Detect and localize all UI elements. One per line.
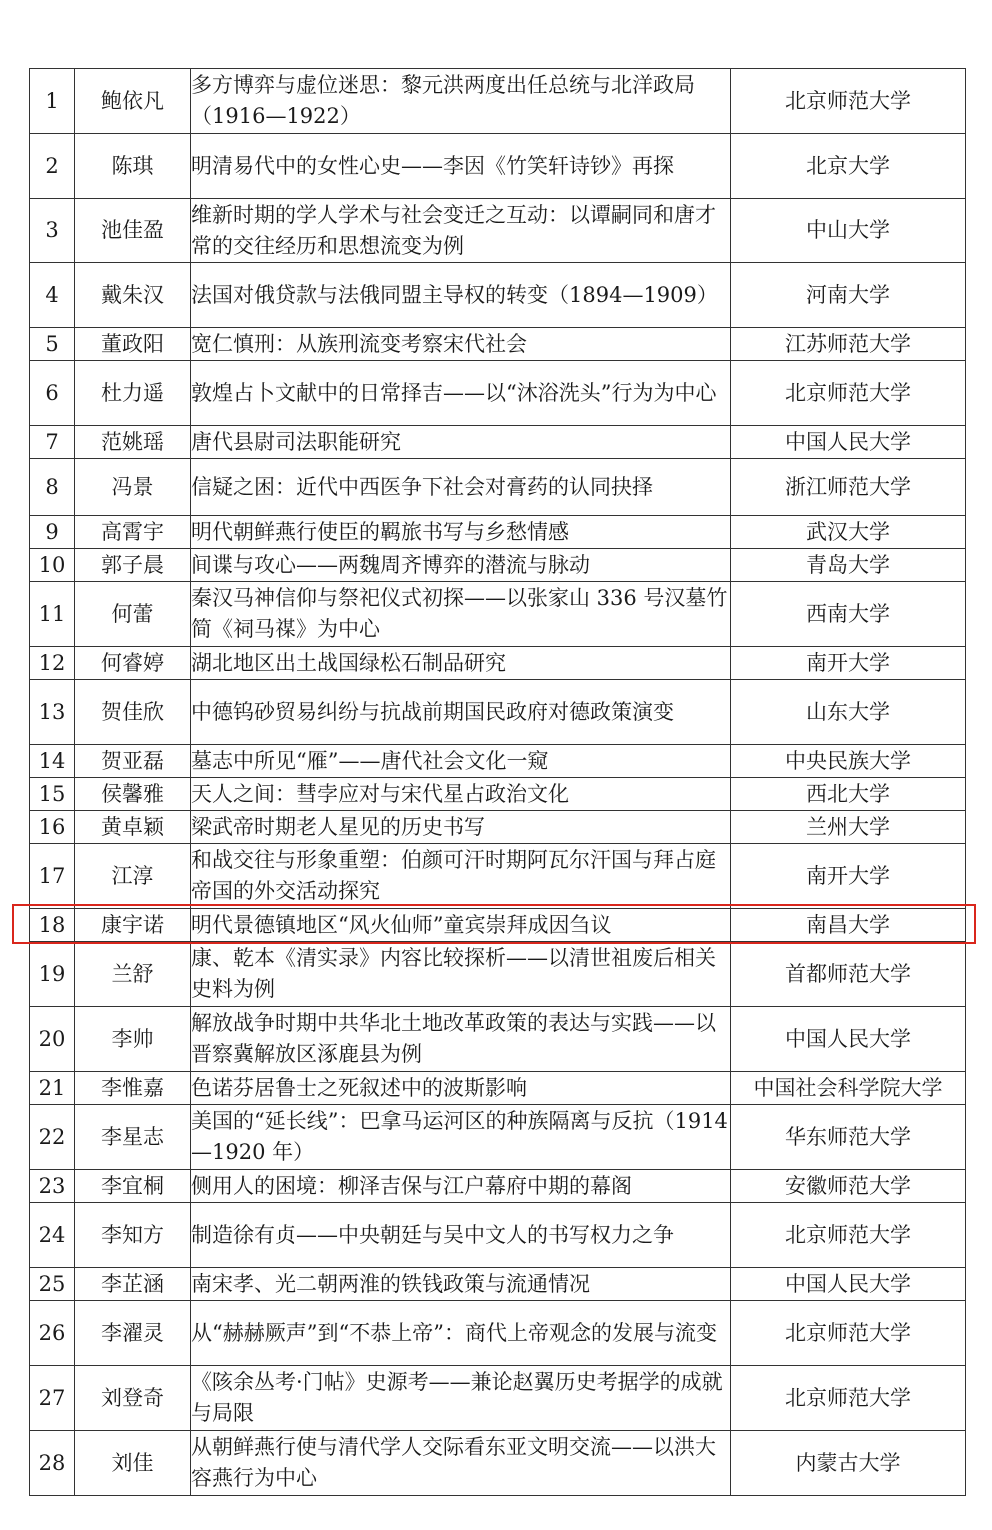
row-number: 28 xyxy=(30,1431,75,1496)
author-name: 李惟嘉 xyxy=(75,1072,191,1105)
row-number: 14 xyxy=(30,745,75,778)
author-name: 范姚瑶 xyxy=(75,426,191,459)
paper-title: 明代景德镇地区“风火仙师”童宾崇拜成因刍议 xyxy=(191,909,731,942)
table-row xyxy=(30,1072,966,1105)
table-row xyxy=(30,199,966,263)
university-name: 内蒙古大学 xyxy=(731,1431,966,1496)
paper-title: 和战交往与形象重塑：伯颜可汗时期阿瓦尔汗国与拜占庭帝国的外交活动探究 xyxy=(191,844,731,909)
author-name: 兰舒 xyxy=(75,942,191,1007)
row-number: 11 xyxy=(30,582,75,647)
table-row xyxy=(30,1007,966,1072)
university-name: 北京师范大学 xyxy=(731,69,966,134)
author-name: 刘登奇 xyxy=(75,1366,191,1431)
university-name: 西北大学 xyxy=(731,778,966,811)
paper-title: 色诺芬居鲁士之死叙述中的波斯影响 xyxy=(191,1072,731,1105)
row-number: 21 xyxy=(30,1072,75,1105)
table-row xyxy=(30,745,966,778)
author-name: 杜力遥 xyxy=(75,361,191,426)
table-body xyxy=(30,69,966,1496)
row-number: 16 xyxy=(30,811,75,844)
row-number: 1 xyxy=(30,69,75,134)
university-name: 华东师范大学 xyxy=(731,1105,966,1170)
author-name: 贺亚磊 xyxy=(75,745,191,778)
row-number: 13 xyxy=(30,680,75,745)
paper-title: 唐代县尉司法职能研究 xyxy=(191,426,731,459)
row-number: 19 xyxy=(30,942,75,1007)
paper-title: 侧用人的困境：柳泽吉保与江户幕府中期的幕阁 xyxy=(191,1170,731,1203)
row-number: 12 xyxy=(30,647,75,680)
author-name: 鲍依凡 xyxy=(75,69,191,134)
author-name: 刘佳 xyxy=(75,1431,191,1496)
paper-title: 法国对俄贷款与法俄同盟主导权的转变（1894—1909） xyxy=(191,263,731,328)
row-number: 5 xyxy=(30,328,75,361)
table-row xyxy=(30,1431,966,1496)
row-number: 8 xyxy=(30,459,75,516)
author-name: 侯馨雅 xyxy=(75,778,191,811)
university-name: 中国社会科学院大学 xyxy=(731,1072,966,1105)
author-name: 高霄宇 xyxy=(75,516,191,549)
row-number: 25 xyxy=(30,1268,75,1301)
paper-title: 康、乾本《清实录》内容比较探析——以清世祖废后相关史料为例 xyxy=(191,942,731,1007)
row-number: 10 xyxy=(30,549,75,582)
paper-title: 美国的“延长线”：巴拿马运河区的种族隔离与反抗（1914—1920 年） xyxy=(191,1105,731,1170)
university-name: 西南大学 xyxy=(731,582,966,647)
table-row xyxy=(30,361,966,426)
row-number: 7 xyxy=(30,426,75,459)
row-number: 27 xyxy=(30,1366,75,1431)
table-row xyxy=(30,1301,966,1366)
table-row xyxy=(30,811,966,844)
author-name: 李宜桐 xyxy=(75,1170,191,1203)
table-row xyxy=(30,328,966,361)
table-row xyxy=(30,1203,966,1268)
row-number: 26 xyxy=(30,1301,75,1366)
table-row xyxy=(30,1170,966,1203)
table-row xyxy=(30,582,966,647)
paper-title: 维新时期的学人学术与社会变迁之互动：以谭嗣同和唐才常的交往经历和思想流变为例 xyxy=(191,199,731,263)
row-number: 9 xyxy=(30,516,75,549)
university-name: 浙江师范大学 xyxy=(731,459,966,516)
paper-title: 从朝鲜燕行使与清代学人交际看东亚文明交流——以洪大容燕行为中心 xyxy=(191,1431,731,1496)
author-name: 江淳 xyxy=(75,844,191,909)
paper-title: 墓志中所见“雁”——唐代社会文化一窥 xyxy=(191,745,731,778)
table-row xyxy=(30,549,966,582)
university-name: 南昌大学 xyxy=(731,909,966,942)
university-name: 山东大学 xyxy=(731,680,966,745)
author-name: 池佳盈 xyxy=(75,199,191,263)
author-name: 冯景 xyxy=(75,459,191,516)
paper-title: 南宋孝、光二朝两淮的铁钱政策与流通情况 xyxy=(191,1268,731,1301)
table-row xyxy=(30,1366,966,1431)
university-name: 江苏师范大学 xyxy=(731,328,966,361)
author-name: 贺佳欣 xyxy=(75,680,191,745)
university-name: 中山大学 xyxy=(731,199,966,263)
university-name: 青岛大学 xyxy=(731,549,966,582)
paper-title: 秦汉马神信仰与祭祀仪式初探——以张家山 336 号汉墓竹简《祠马禖》为中心 xyxy=(191,582,731,647)
paper-title: 敦煌占卜文献中的日常择吉——以“沐浴洗头”行为为中心 xyxy=(191,361,731,426)
paper-title: 中德钨砂贸易纠纷与抗战前期国民政府对德政策演变 xyxy=(191,680,731,745)
university-name: 中国人民大学 xyxy=(731,426,966,459)
university-name: 武汉大学 xyxy=(731,516,966,549)
author-name: 李星志 xyxy=(75,1105,191,1170)
university-name: 兰州大学 xyxy=(731,811,966,844)
author-name: 李知方 xyxy=(75,1203,191,1268)
paper-title: 湖北地区出土战国绿松石制品研究 xyxy=(191,647,731,680)
author-name: 戴朱汉 xyxy=(75,263,191,328)
table-row xyxy=(30,134,966,199)
author-name: 李帅 xyxy=(75,1007,191,1072)
table-row xyxy=(30,778,966,811)
row-number: 17 xyxy=(30,844,75,909)
paper-title: 《陔余丛考·门帖》史源考——兼论赵翼历史考据学的成就与局限 xyxy=(191,1366,731,1431)
university-name: 安徽师范大学 xyxy=(731,1170,966,1203)
author-name: 董政阳 xyxy=(75,328,191,361)
table-row xyxy=(30,459,966,516)
author-name: 黄卓颖 xyxy=(75,811,191,844)
university-name: 南开大学 xyxy=(731,647,966,680)
author-name: 李濯灵 xyxy=(75,1301,191,1366)
university-name: 河南大学 xyxy=(731,263,966,328)
author-name: 陈琪 xyxy=(75,134,191,199)
row-number: 6 xyxy=(30,361,75,426)
award-list-table xyxy=(29,68,966,1496)
table-row xyxy=(30,516,966,549)
university-name: 中央民族大学 xyxy=(731,745,966,778)
paper-title: 信疑之困：近代中西医争下社会对膏药的认同抉择 xyxy=(191,459,731,516)
university-name: 中国人民大学 xyxy=(731,1007,966,1072)
row-number: 2 xyxy=(30,134,75,199)
row-number: 18 xyxy=(30,909,75,942)
table-row xyxy=(30,69,966,134)
table-row xyxy=(30,844,966,909)
paper-title: 明代朝鲜燕行使臣的羁旅书写与乡愁情感 xyxy=(191,516,731,549)
document-page xyxy=(29,68,965,1496)
author-name: 何睿婷 xyxy=(75,647,191,680)
paper-title: 解放战争时期中共华北土地改革政策的表达与实践——以晋察冀解放区涿鹿县为例 xyxy=(191,1007,731,1072)
table-row xyxy=(30,680,966,745)
author-name: 李芷涵 xyxy=(75,1268,191,1301)
author-name: 康宇诺 xyxy=(75,909,191,942)
row-number: 22 xyxy=(30,1105,75,1170)
row-number: 20 xyxy=(30,1007,75,1072)
paper-title: 多方博弈与虚位迷思：黎元洪两度出任总统与北洋政局（1916—1922） xyxy=(191,69,731,134)
row-number: 15 xyxy=(30,778,75,811)
table-row xyxy=(30,263,966,328)
university-name: 北京师范大学 xyxy=(731,1203,966,1268)
paper-title: 制造徐有贞——中央朝廷与吴中文人的书写权力之争 xyxy=(191,1203,731,1268)
paper-title: 天人之间：彗孛应对与宋代星占政治文化 xyxy=(191,778,731,811)
university-name: 北京大学 xyxy=(731,134,966,199)
university-name: 北京师范大学 xyxy=(731,1301,966,1366)
university-name: 中国人民大学 xyxy=(731,1268,966,1301)
row-number: 4 xyxy=(30,263,75,328)
table-row xyxy=(30,647,966,680)
university-name: 南开大学 xyxy=(731,844,966,909)
table-row xyxy=(30,1105,966,1170)
table-row xyxy=(30,1268,966,1301)
university-name: 北京师范大学 xyxy=(731,1366,966,1431)
paper-title: 梁武帝时期老人星见的历史书写 xyxy=(191,811,731,844)
university-name: 首都师范大学 xyxy=(731,942,966,1007)
paper-title: 从“赫赫厥声”到“不恭上帝”：商代上帝观念的发展与流变 xyxy=(191,1301,731,1366)
table-row xyxy=(30,426,966,459)
row-number: 3 xyxy=(30,199,75,263)
row-number: 23 xyxy=(30,1170,75,1203)
author-name: 郭子晨 xyxy=(75,549,191,582)
university-name: 北京师范大学 xyxy=(731,361,966,426)
paper-title: 明清易代中的女性心史——李因《竹笑轩诗钞》再探 xyxy=(191,134,731,199)
row-number: 24 xyxy=(30,1203,75,1268)
paper-title: 宽仁慎刑：从族刑流变考察宋代社会 xyxy=(191,328,731,361)
author-name: 何蕾 xyxy=(75,582,191,647)
paper-title: 间谍与攻心——两魏周齐博弈的潜流与脉动 xyxy=(191,549,731,582)
table-row xyxy=(30,909,966,942)
table-row xyxy=(30,942,966,1007)
